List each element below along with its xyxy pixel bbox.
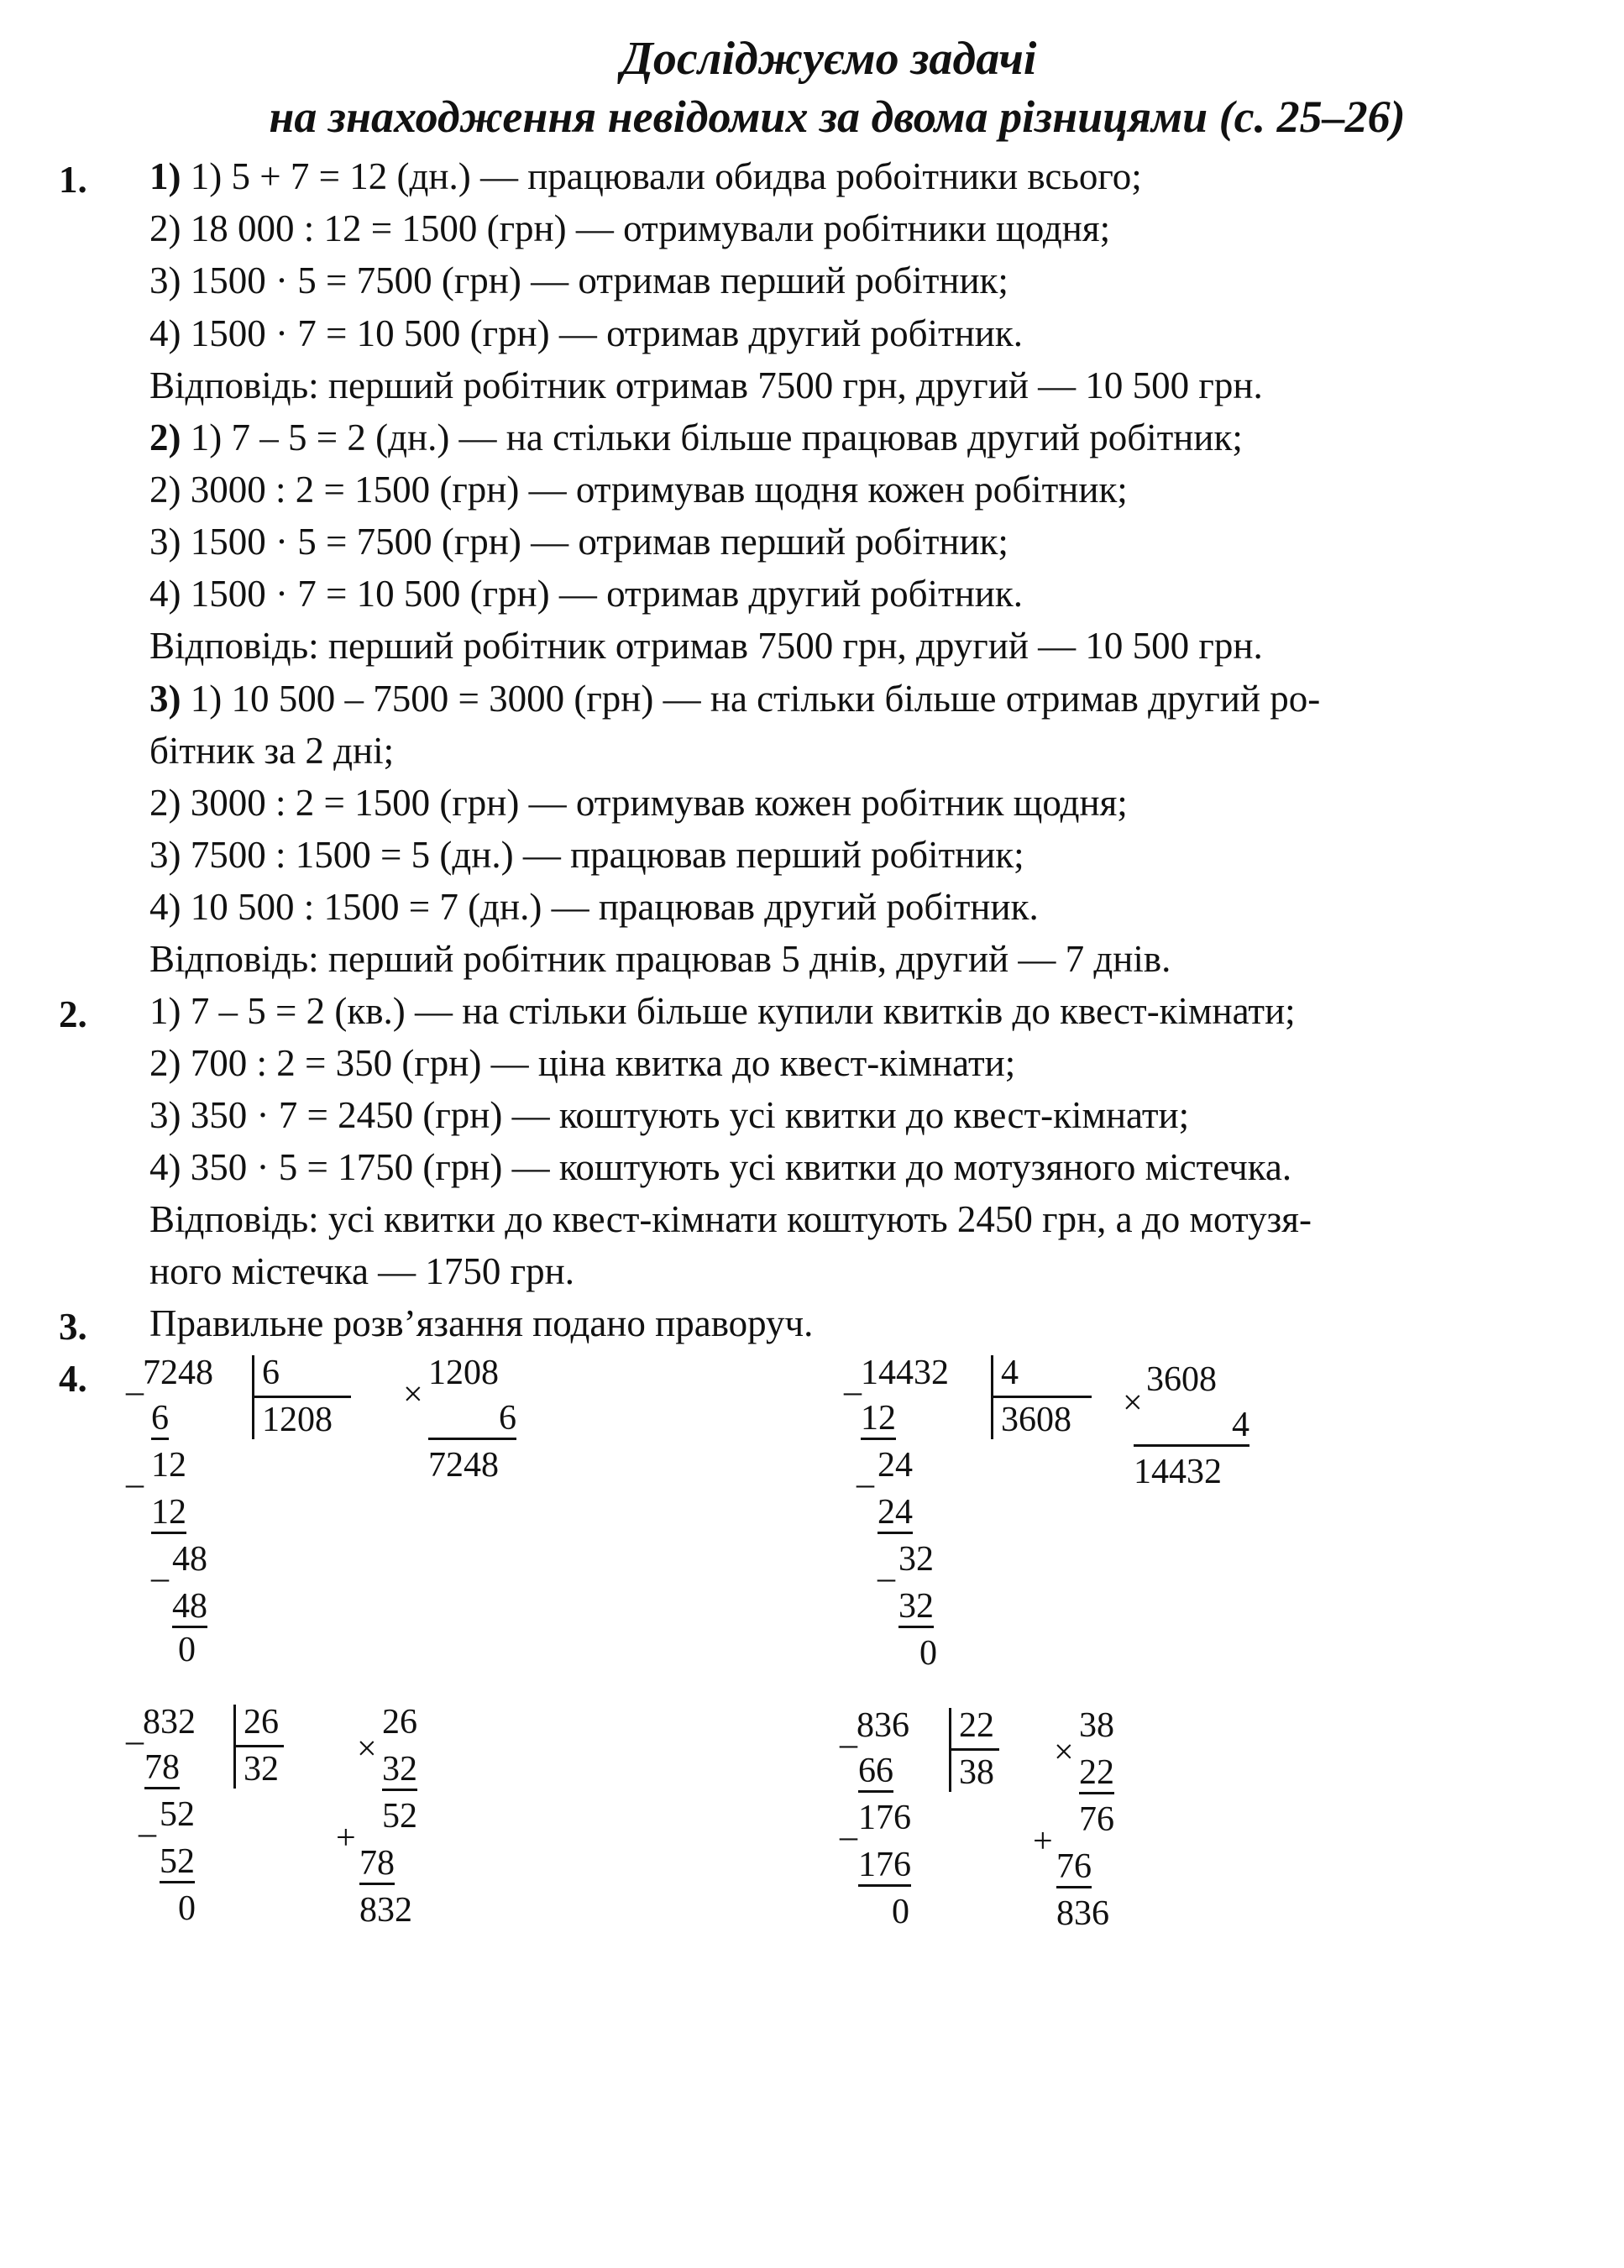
minus-sign: _ xyxy=(126,1360,144,1399)
dividend: 7248 xyxy=(143,1354,213,1392)
minus-sign: _ xyxy=(844,1360,862,1399)
step-value: 12 xyxy=(151,1446,186,1485)
division-rule xyxy=(252,1396,351,1398)
step-value: 52 xyxy=(160,1795,195,1834)
division-rule xyxy=(233,1745,284,1747)
solution-line xyxy=(149,155,1142,197)
step-value: 12 xyxy=(861,1401,896,1440)
step-value: 48 xyxy=(172,1540,207,1579)
factor: 3608 xyxy=(1146,1360,1217,1399)
solution-line: 2) 3000 : 2 = 1500 (грн) — отримував кожен робітник щодня; xyxy=(149,782,1128,824)
solution-line xyxy=(149,680,1320,718)
quotient: 32 xyxy=(244,1750,279,1789)
factor: 4 xyxy=(1134,1407,1249,1447)
dividend: 832 xyxy=(143,1703,196,1742)
factor: 26 xyxy=(382,1703,417,1742)
minus-sign: _ xyxy=(877,1547,895,1585)
quotient: 1208 xyxy=(262,1401,333,1439)
task-number: 2. xyxy=(59,993,87,1035)
step-value: 32 xyxy=(898,1589,934,1628)
minus-sign: _ xyxy=(139,1802,156,1841)
quotient: 3608 xyxy=(1001,1401,1071,1439)
partial-product: 78 xyxy=(359,1846,395,1885)
dividend: 14432 xyxy=(861,1354,949,1392)
remainder: 0 xyxy=(919,1634,937,1673)
step-value: 24 xyxy=(877,1495,913,1534)
step-value: 52 xyxy=(160,1844,195,1883)
answer-line: Відповідь: усі квитки до квест-кімнати коштують 2450 грн, а до мотузя- xyxy=(149,1198,1312,1240)
product: 836 xyxy=(1056,1894,1109,1933)
solution-line: 3) 1500 · 5 = 7500 (грн) — отримав перший робітник; xyxy=(149,259,1008,301)
minus-sign: _ xyxy=(126,1710,144,1748)
answer-line: Відповідь: перший робітник отримав 7500 грн, другий — 10 500 грн. xyxy=(149,364,1263,406)
solution-line xyxy=(149,416,1243,458)
step-value: 32 xyxy=(898,1540,934,1579)
product: 14432 xyxy=(1134,1453,1222,1491)
task-number: 1. xyxy=(59,159,87,201)
solution-line: 3) 1500 · 5 = 7500 (грн) — отримав перший робітник; xyxy=(149,521,1008,563)
division-rule xyxy=(949,1748,999,1751)
partial-product: 76 xyxy=(1056,1849,1092,1888)
solution-line: 4) 1500 · 7 = 10 500 (грн) — отримав другий робітник. xyxy=(149,573,1023,615)
line-text: 1) 7 – 5 = 2 (дн.) — на стільки більше працював другий робітник; xyxy=(190,416,1243,458)
solution-line: 4) 10 500 : 1500 = 7 (дн.) — працював другий робітник. xyxy=(149,886,1039,928)
answer-line: Відповідь: перший робітник отримав 7500 грн, другий — 10 500 грн. xyxy=(149,625,1263,667)
step-value: 176 xyxy=(858,1847,911,1887)
solution-line: бітник за 2 дні; xyxy=(149,730,395,772)
multiplication-check xyxy=(1113,1355,1264,1490)
quotient: 38 xyxy=(959,1753,994,1792)
factor: 32 xyxy=(382,1752,417,1791)
multiplication-check xyxy=(403,1355,537,1490)
long-division xyxy=(126,1705,327,1956)
long-division xyxy=(840,1708,1041,1960)
long-division xyxy=(844,1355,1129,1691)
part-label: 2) xyxy=(149,416,181,458)
remainder: 0 xyxy=(178,1631,196,1669)
minus-sign: _ xyxy=(857,1453,874,1491)
minus-sign: _ xyxy=(126,1453,144,1491)
solution-line: 4) 1500 · 7 = 10 500 (грн) — отримав другий робітник. xyxy=(149,312,1023,354)
step-value: 66 xyxy=(858,1753,893,1793)
plus-sign: + xyxy=(336,1819,356,1857)
answer-line: ного містечка — 1750 грн. xyxy=(149,1250,574,1292)
remainder: 0 xyxy=(892,1893,909,1931)
divisor: 22 xyxy=(959,1706,994,1745)
factor: 1208 xyxy=(428,1354,499,1392)
part-label: 1) xyxy=(149,155,181,197)
solution-line: 3) 350 · 7 = 2450 (грн) — коштують усі квитки до квест-кімнати; xyxy=(149,1094,1190,1136)
part-label: 3) xyxy=(149,678,181,720)
factor: 6 xyxy=(428,1401,516,1440)
product: 832 xyxy=(359,1891,412,1930)
product: 7248 xyxy=(428,1446,499,1485)
line-text: 1) 5 + 7 = 12 (дн.) — працювали обидва робоітники всього; xyxy=(190,155,1142,197)
dividend: 836 xyxy=(857,1706,909,1745)
factor: 22 xyxy=(1079,1755,1114,1794)
partial-product: 52 xyxy=(382,1797,417,1836)
solution-line: Правильне розв’язання подано праворуч. xyxy=(149,1302,814,1344)
solution-line: 2) 700 : 2 = 350 (грн) — ціна квитка до квест-кімнати; xyxy=(149,1042,1016,1084)
times-sign: × xyxy=(1054,1733,1074,1772)
solution-line: 2) 3000 : 2 = 1500 (грн) — отримував щодня кожен робітник; xyxy=(149,469,1128,511)
divisor: 6 xyxy=(262,1354,280,1392)
step-value: 12 xyxy=(151,1495,186,1534)
factor: 38 xyxy=(1079,1706,1114,1745)
remainder: 0 xyxy=(178,1889,196,1928)
times-sign: × xyxy=(403,1375,423,1414)
step-value: 6 xyxy=(151,1401,169,1440)
solution-line: 1) 7 – 5 = 2 (кв.) — на стільки більше купили квитків до квест-кімнати; xyxy=(149,990,1296,1032)
step-value: 48 xyxy=(172,1589,207,1628)
minus-sign: _ xyxy=(840,1805,857,1844)
solution-line: 4) 350 · 5 = 1750 (грн) — коштують усі квитки до мотузяного містечка. xyxy=(149,1146,1292,1188)
plus-sign: + xyxy=(1033,1822,1053,1861)
step-value: 176 xyxy=(858,1799,911,1837)
minus-sign: _ xyxy=(840,1713,857,1752)
answer-line: Відповідь: перший робітник працював 5 днів, другий — 7 днів. xyxy=(149,938,1171,980)
division-rule xyxy=(991,1396,1092,1398)
step-value: 24 xyxy=(877,1446,913,1485)
partial-product: 76 xyxy=(1079,1800,1114,1839)
solution-line: 3) 7500 : 1500 = 5 (дн.) — працював перший робітник; xyxy=(149,834,1024,876)
times-sign: × xyxy=(1123,1384,1143,1422)
page-title: Досліджуємо задачі xyxy=(621,33,1037,85)
task-number: 3. xyxy=(59,1306,87,1348)
line-text: 1) 10 500 – 7500 = 3000 (грн) — на стільки більше отримав другий ро- xyxy=(190,678,1321,720)
divisor: 4 xyxy=(1001,1354,1019,1392)
divisor: 26 xyxy=(244,1703,279,1742)
minus-sign: _ xyxy=(151,1547,169,1585)
multiplication-check xyxy=(327,1705,445,1956)
solution-line: 2) 18 000 : 12 = 1500 (грн) — отримували робітники щодня; xyxy=(149,207,1111,249)
long-division xyxy=(126,1354,395,1669)
step-value: 78 xyxy=(144,1750,180,1789)
times-sign: × xyxy=(357,1730,377,1768)
multiplication-check xyxy=(1029,1708,1146,1960)
task-number: 4. xyxy=(59,1358,87,1400)
page-subtitle: на знаходження невідомих за двома різницями (с. 25–26) xyxy=(269,92,1406,142)
